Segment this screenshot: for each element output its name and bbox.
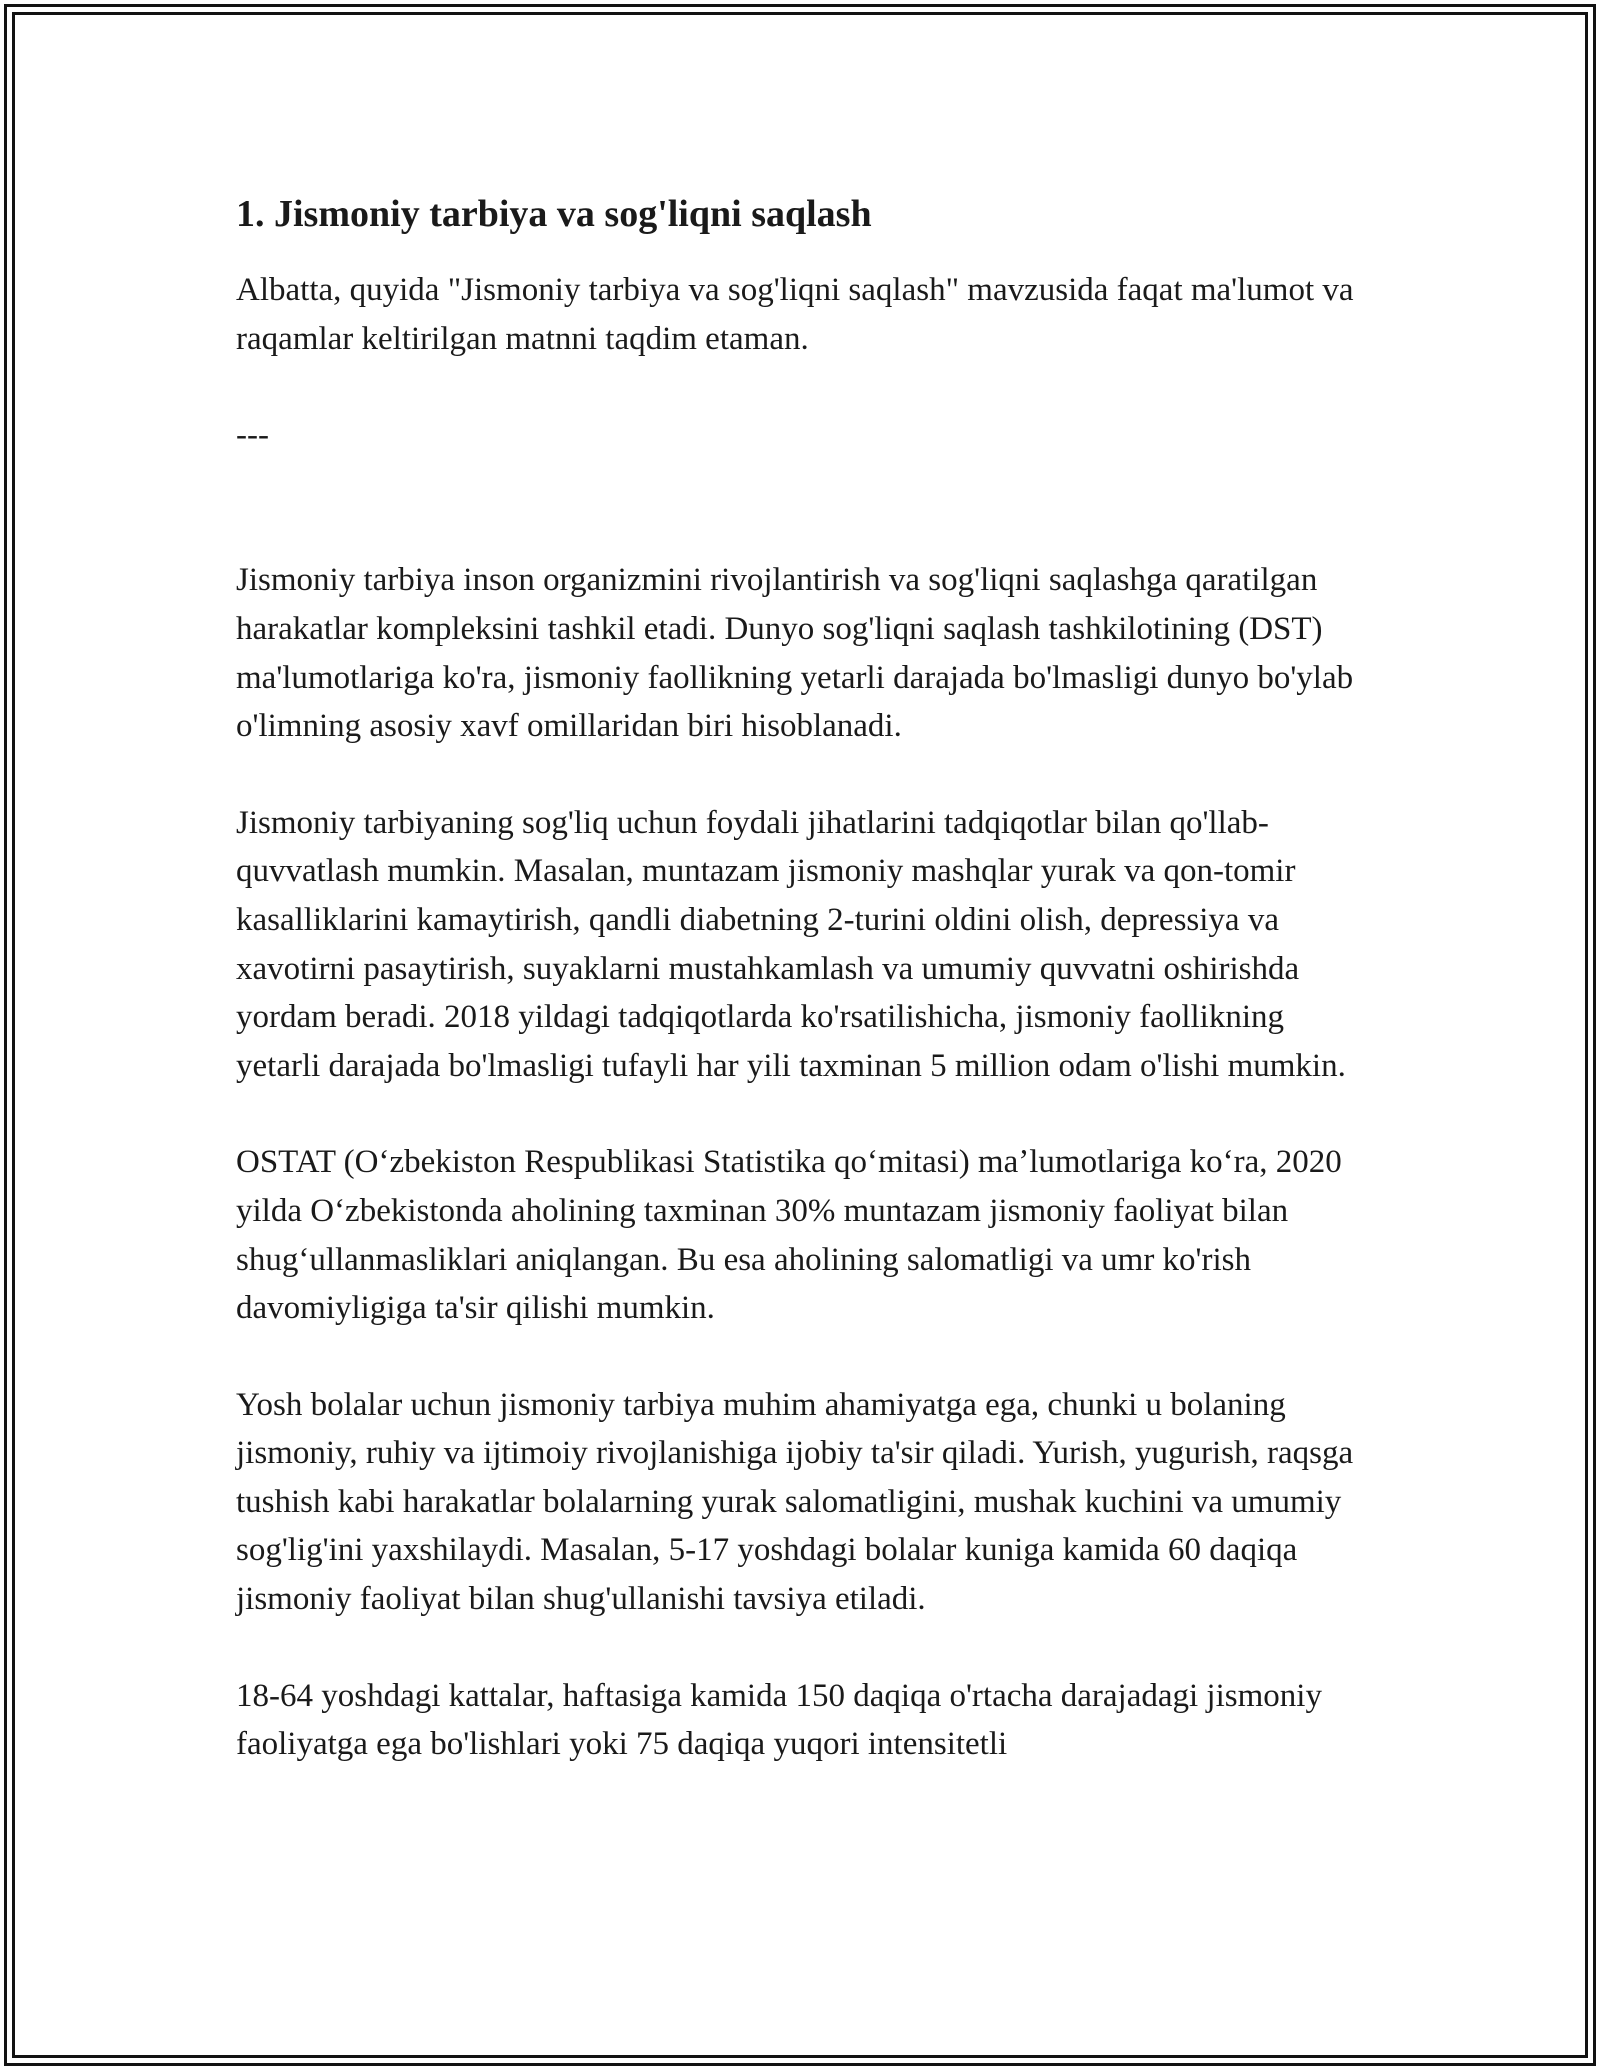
intro-paragraph: Albatta, quyida "Jismoniy tarbiya va sog'liqni saqlash" mavzusida faqat ma'lumot va raqamlar keltirilgan matnni taqdim etaman. [236, 272, 1354, 357]
paragraph-1: Jismoniy tarbiya inson organizmini rivojlantirish va sog'liqni saqlashga qaratilgan harakatlar kompleksini tashkil etadi. Dunyo sog'liqni saqlash tashkilotining (DST) ma'lumotlariga ko'ra, jismoniy faollikning yetarli darajada bo'lmasligi dunyo bo'ylab o'limning asosiy xavf omillaridan biri hisoblanadi. [236, 562, 1354, 745]
document-body [236, 188, 1366, 1817]
paragraph-4: Yosh bolalar uchun jismoniy tarbiya muhim ahamiyatga ega, chunki u bolaning jismoniy, ruhiy va ijtimoiy rivojlanishiga ijobiy ta'sir qiladi. Yurish, yugurish, raqsga tushish kabi harakatlar bolalarning yurak salomatligini, mushak kuchini va umumiy sog'lig'ini yaxshilaydi. Masalan, 5-17 yoshdagi bolalar kuniga kamida 60 daqiqa jismoniy faoliyat bilan shug'ullanishi tavsiya etiladi. [236, 1386, 1354, 1618]
paragraph-5: 18-64 yoshdagi kattalar, haftasiga kamida 150 daqiqa o'rtacha darajadagi jismoniy faoliyatga ega bo'lishlari yoki 75 daqiqa yuqori intensitetli [236, 1677, 1322, 1763]
separator-line: --- [236, 417, 269, 454]
blank-spacer [236, 508, 1366, 557]
paragraph-2: Jismoniy tarbiyaning sog'liq uchun foydali jihatlarini tadqiqotlar bilan qo'llab-quvvatlash mumkin. Masalan, muntazam jismoniy mashqlar yurak va qon-tomir kasalliklarini kamaytirish, qandli diabetning 2-turini oldini olish, depressiya va xavotirni pasaytirish, suyaklarni mustahkamlash va umumiy quvvatni oshirishda yordam beradi. 2018 yildagi tadqiqotlarda ko'rsatilishicha, jismoniy faollikning yetarli darajada bo'lmasligi tufayli har yili taxminan 5 million odam o'lishi mumkin. [236, 804, 1346, 1084]
document-title: 1. Jismoniy tarbiya va sog'liqni saqlash [236, 193, 872, 235]
paragraph-3: OSTAT (Oʻzbekiston Respublikasi Statistika qoʻmitasi) maʼlumotlariga koʻra, 2020 yilda Oʻzbekistonda aholining taxminan 30% muntazam jismoniy faoliyat bilan shugʻullanmasliklari aniqlangan. Bu esa aholining salomatligi va umr ko'rish davomiyligiga ta'sir qilishi mumkin. [236, 1144, 1342, 1327]
